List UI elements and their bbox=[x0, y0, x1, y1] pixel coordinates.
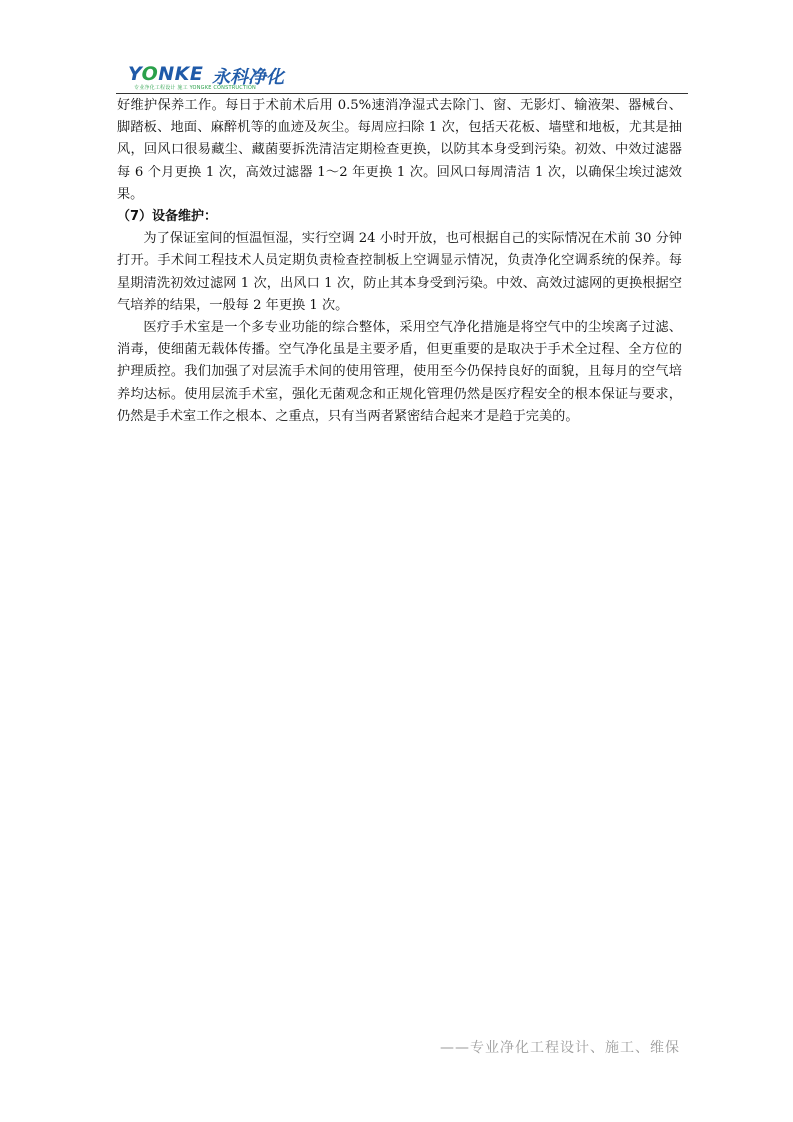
logo-tagline: 专业净化工程设计 施工 YONGKE CONSTRUCTION bbox=[134, 85, 256, 91]
yonke-logo bbox=[128, 62, 328, 92]
section-heading-equipment-maintenance: （7）设备维护： bbox=[117, 209, 218, 225]
logo-latin: YONKE bbox=[128, 63, 204, 85]
header-divider bbox=[116, 93, 688, 94]
page-header bbox=[116, 62, 688, 94]
footer-slogan: ——专业净化工程设计、施工、维保 bbox=[440, 1040, 680, 1056]
paragraph-air-conditioning: 为了保证室间的恒温恒湿，实行空调 24 小时开放，也可根据自己的实际情况在术前 30 分钟打开。手术间工程技术人员定期负责检查控制板上空调显示情况，负责净化空调系统的保养。每星期清洗初效过滤网 1 次，出风口 1 次，防止其本身受到污染。中效、高效过滤网的更换根据空气培养的结果，一般每 2 年更换 1 次。 bbox=[117, 231, 682, 313]
paragraph-conclusion: 医疗手术室是一个多专业功能的综合整体，采用空气净化措施是将空气中的尘埃离子过滤、消毒，使细菌无载体传播。空气净化虽是主要矛盾，但更重要的是取决于手术全过程、全方位的护理质控。我们加强了对层流手术间的使用管理，使用至今仍保持良好的面貌，且每月的空气培养均达标。使用层流手术室，强化无菌观念和正规化管理仍然是医疗程安全的根本保证与要求，仍然是手术室工作之根本、之重点，只有当两者紧密结合起来才是趋于完美的。 bbox=[117, 320, 682, 424]
logo-chinese: 永科净化 bbox=[212, 67, 284, 88]
document-body bbox=[117, 95, 682, 428]
paragraph-maintenance-cleaning: 好维护保养工作。每日于术前术后用 0.5%速消净湿式去除门、窗、无影灯、输液架、器械台、脚踏板、地面、麻醉机等的血迹及灰尘。每周应扫除 1 次，包括天花板、墙壁和地板，尤其是抽风，回风口很易藏尘、藏菌要拆洗清洁定期检查更换，以防其本身受到污染。初效、中效过滤器每 6 个月更换 1 次，高效过滤器 1～2 年更换 1 次。回风口每周清洁 1 次，以确保尘埃过滤效果。 bbox=[117, 98, 682, 202]
